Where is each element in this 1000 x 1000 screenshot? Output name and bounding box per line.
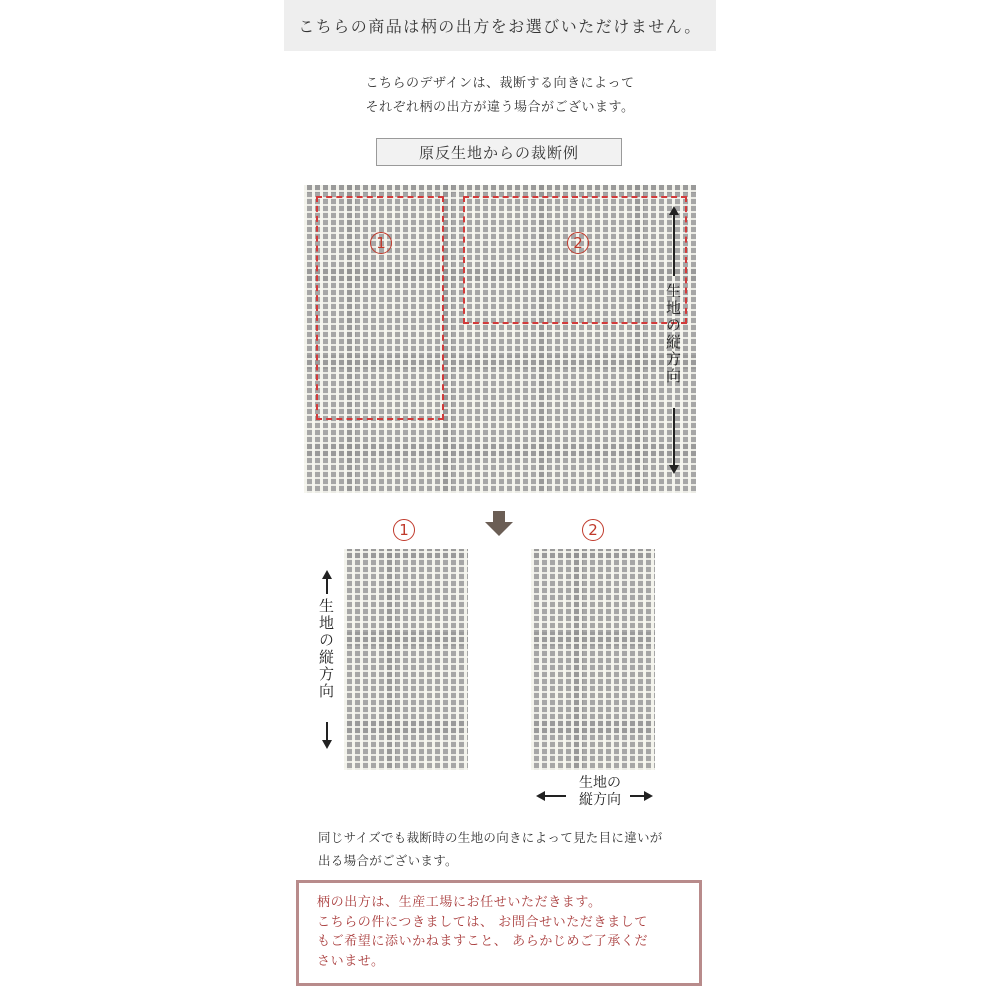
section-label: 原反生地からの裁断例: [376, 138, 622, 166]
direction-line-top: [673, 214, 675, 276]
intro-line-2: それぞれ柄の出方が違う場合がございます。: [365, 100, 635, 115]
piece-2-direction-label: [570, 775, 630, 809]
piece-2-direction-line-left: [544, 795, 566, 797]
notice-box: [296, 880, 702, 986]
piece-1-direction-line-top: [326, 578, 328, 594]
intro-line-1: こちらのデザインは、裁断する向きによって: [365, 76, 635, 91]
arrow-down-icon: [669, 465, 679, 474]
piece-1-direction-label: 生地の縦方向: [317, 598, 335, 700]
page-title: こちらの商品は柄の出方をお選びいただけません。: [284, 0, 716, 51]
notice-line-3: もご希望に添いかねますこと、 あらかじめご了承くだ: [317, 934, 649, 949]
notice-line-4: さいませ。: [317, 953, 385, 969]
cut-area-2: [463, 196, 687, 324]
direction-line-bottom: [673, 408, 675, 466]
piece-2-number-icon: 2: [582, 519, 604, 541]
note-line-1: 同じサイズでも裁断時の生地の向きによって見た目に違いが: [318, 830, 663, 845]
piece-1-arrow-down-icon: [322, 740, 332, 749]
cut-2-number-icon: 2: [567, 232, 589, 254]
fabric-direction-label: 生地の縦方向: [664, 283, 682, 385]
notice-line-2: こちらの件につきましては、 お問合せいただきまして: [317, 914, 648, 930]
notice-line-1: 柄の出方は、生産工場にお任せいただきます。: [317, 895, 602, 910]
note-text: [318, 826, 718, 872]
piece-2-direction-line-right: [630, 795, 644, 797]
piece-2-direction-line-2: 縦方向: [579, 792, 621, 808]
piece-1-number-icon: 1: [393, 519, 415, 541]
piece-2-direction-line-1: 生地の: [579, 775, 621, 791]
piece-2-arrow-right-icon: [644, 791, 653, 801]
note-line-2: 出る場合がございます。: [318, 853, 458, 868]
piece-1-fabric-image: [344, 549, 468, 770]
cut-area-1: [316, 196, 444, 420]
piece-1-direction-line-bottom: [326, 722, 328, 740]
down-arrow-icon: [484, 511, 514, 537]
cut-1-number-icon: 1: [370, 232, 392, 254]
piece-2-fabric-image: [531, 549, 655, 770]
